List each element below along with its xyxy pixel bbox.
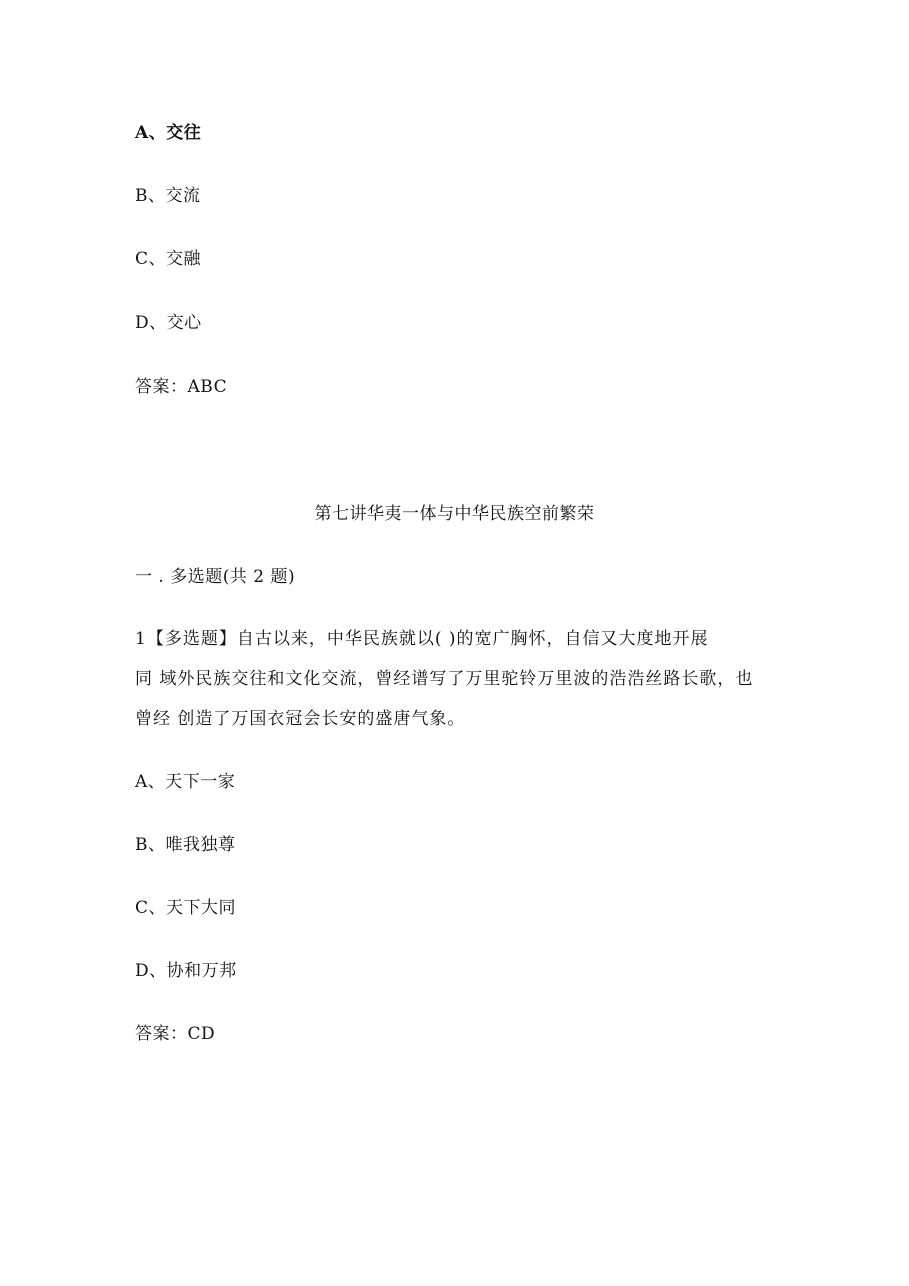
option-d: D、协和万邦 [135, 961, 237, 981]
question-stem-line-1: 1【多选题】自古以来，中华民族就以( )的宽广胸怀，自信又大度地开展 [135, 629, 709, 649]
prev-option-a: A、交往 [135, 123, 202, 143]
option-a: A、天下一家 [135, 772, 236, 792]
option-c: C、天下大同 [135, 898, 237, 918]
answer: 答案：CD [135, 1024, 216, 1044]
prev-option-d: D、交心 [135, 313, 202, 333]
section-title: 第七讲华夷一体与中华民族空前繁荣 [314, 504, 595, 524]
prev-option-b: B、交流 [135, 186, 201, 206]
option-b: B、唯我独尊 [135, 835, 236, 855]
question-stem-line-2: 同 域外民族交往和文化交流，曾经谱写了万里驼铃万里波的浩浩丝路长歌，也 [135, 669, 754, 689]
part-heading: 一 . 多选题(共 2 题) [135, 567, 296, 587]
question-stem [135, 619, 785, 739]
prev-answer: 答案：ABC [135, 377, 228, 397]
prev-option-c: C、交融 [135, 249, 202, 269]
question-stem-line-3: 曾经 创造了万国衣冠会长安的盛唐气象。 [135, 709, 466, 729]
